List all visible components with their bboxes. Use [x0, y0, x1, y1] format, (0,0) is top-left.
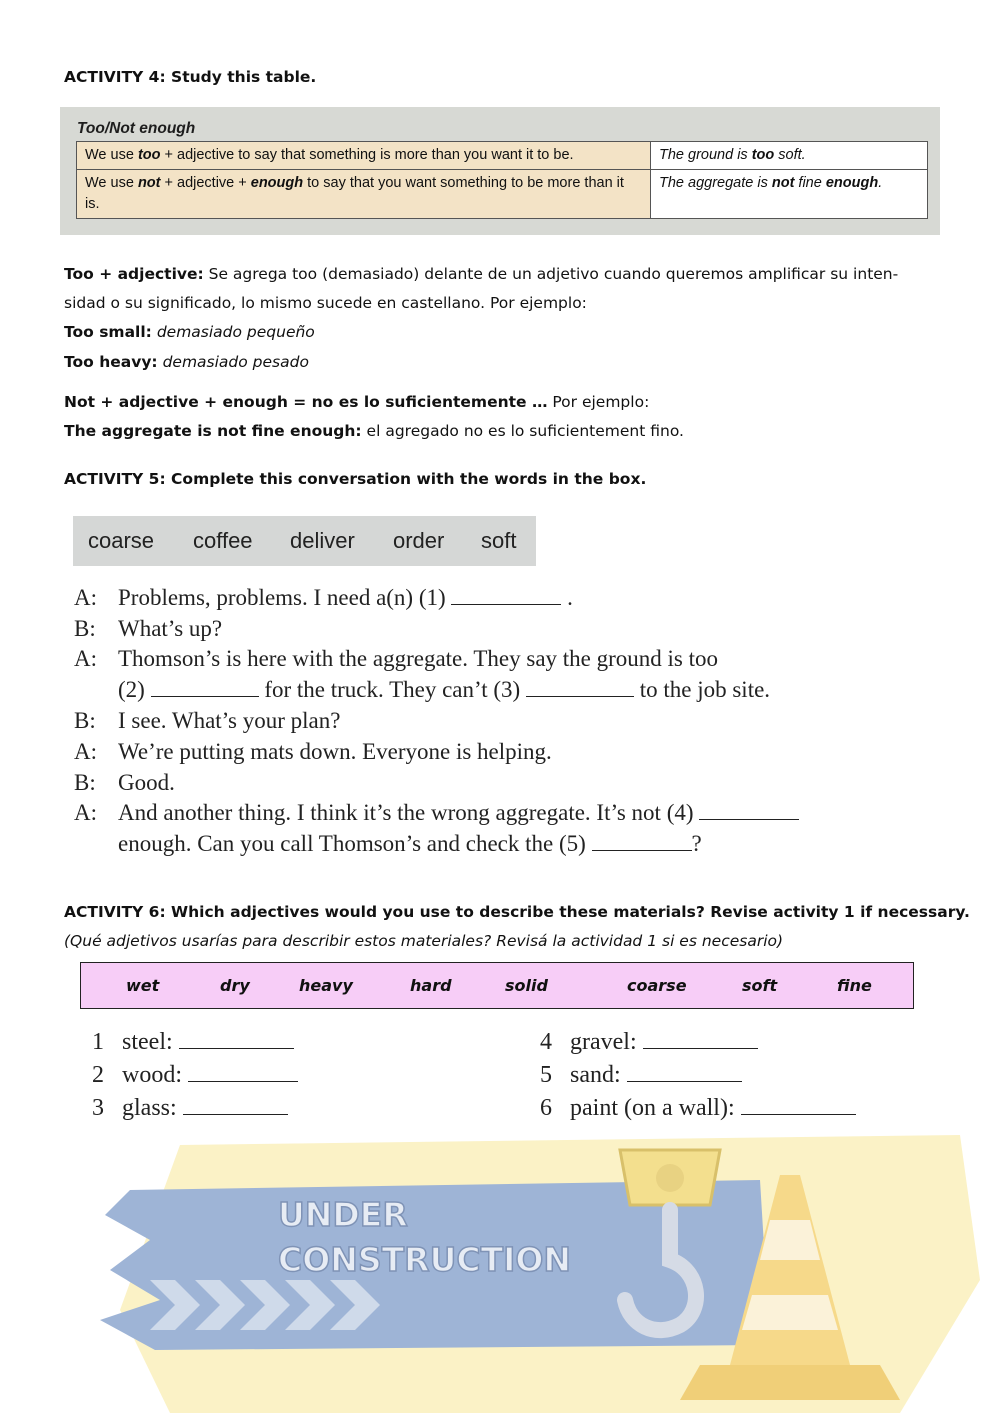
dialogue-line: enough. Can you call Thomson’s and check the (5) ?: [118, 831, 702, 856]
example-too-heavy: Too heavy: demasiado pesado: [64, 353, 309, 371]
explanation-p1: Too + adjective: Se agrega too (demasiado) delante de un adjetivo cuando queremos amplificar su inten-: [64, 265, 899, 283]
word-box: [73, 516, 536, 566]
line-text: Good.: [118, 770, 175, 795]
adjective-item: soft: [742, 976, 778, 995]
line-text: I see. What’s your plan?: [118, 708, 341, 733]
adjective-item: hard: [410, 976, 452, 995]
grammar-table: [76, 141, 928, 219]
answer-blank[interactable]: [188, 1063, 298, 1082]
adjective-box: [80, 962, 914, 1009]
speaker: B:: [74, 770, 96, 795]
speaker: B:: [74, 708, 96, 733]
adjective-item: wet: [126, 976, 160, 995]
example-too-small: Too small: demasiado pequeño: [64, 323, 315, 341]
answer-blank[interactable]: [179, 1030, 294, 1049]
answer-blank[interactable]: [183, 1096, 288, 1115]
table-row: [77, 170, 928, 219]
word-item: soft: [481, 528, 517, 553]
dialogue-line: (2) for the truck. They can’t (3) to the job site.: [118, 677, 771, 702]
activity6-heading: ACTIVITY 6: Which adjectives would you use to describe these materials? Revise activity 1 if necessary.: [64, 903, 970, 921]
adjective-item: heavy: [299, 976, 353, 995]
speaker: A:: [74, 585, 97, 610]
table-title: Too/Not enough: [77, 120, 196, 137]
adjective-item: fine: [837, 976, 872, 995]
too-not-enough-table-block: [60, 107, 940, 235]
speaker: B:: [74, 616, 96, 641]
table-row: [77, 142, 928, 170]
word-item: coffee: [193, 528, 253, 553]
table-cell: We use not + adjective + enough to say that you want something to be more than it is.: [77, 170, 651, 219]
activity5-heading: ACTIVITY 5: Complete this conversation with the words in the box.: [64, 470, 647, 488]
activity4-heading: ACTIVITY 4: Study this table.: [64, 68, 317, 86]
table-cell: The ground is too soft.: [651, 142, 928, 170]
speaker: A:: [74, 739, 97, 764]
line-text: Thomson’s is here with the aggregate. They say the ground is too: [118, 646, 719, 671]
adjective-item: solid: [505, 976, 548, 995]
list-item: 5 sand:: [540, 1062, 742, 1089]
adjective-item: coarse: [627, 976, 687, 995]
explanation-p1-cont: sidad o su significado, lo mismo sucede en castellano. Por ejemplo:: [64, 294, 587, 312]
list-item: 1 steel:: [92, 1029, 294, 1056]
speaker: A:: [74, 800, 97, 825]
word-item: deliver: [290, 528, 355, 553]
blank-2[interactable]: [151, 678, 259, 697]
list-item: 6 paint (on a wall):: [540, 1095, 856, 1122]
word-item: coarse: [88, 528, 155, 553]
explanation-p2: Not + adjective + enough = no es lo suficientemente … Por ejemplo:: [64, 393, 650, 411]
blank-1[interactable]: [451, 586, 561, 605]
blank-5[interactable]: [592, 832, 692, 851]
answer-blank[interactable]: [741, 1096, 856, 1115]
blank-3[interactable]: [526, 678, 634, 697]
explanation-p3: The aggregate is not fine enough: el agregado no es lo suficientement fino.: [64, 422, 684, 440]
table-cell: We use too + adjective to say that something is more than you want it to be.: [77, 142, 651, 170]
line-text: We’re putting mats down. Everyone is helping.: [118, 739, 552, 764]
list-item: 4 gravel:: [540, 1029, 758, 1056]
line-text: What’s up?: [118, 616, 223, 641]
banner-line2: CONSTRUCTION: [278, 1240, 572, 1279]
adjective-item: dry: [220, 976, 250, 995]
under-construction-banner: [0, 1130, 1000, 1413]
list-item: 3 glass:: [92, 1095, 288, 1122]
list-item: 2 wood:: [92, 1062, 298, 1089]
banner-line1: UNDER: [278, 1195, 408, 1234]
answer-blank[interactable]: [627, 1063, 742, 1082]
speaker: A:: [74, 646, 97, 671]
activity6-subheading: (Qué adjetivos usarías para describir estos materiales? Revisá la actividad 1 si es necesario): [64, 932, 784, 950]
answer-blank[interactable]: [643, 1030, 758, 1049]
table-cell: The aggregate is not fine enough.: [651, 170, 928, 219]
word-item: order: [393, 528, 445, 553]
blank-4[interactable]: [699, 801, 799, 820]
